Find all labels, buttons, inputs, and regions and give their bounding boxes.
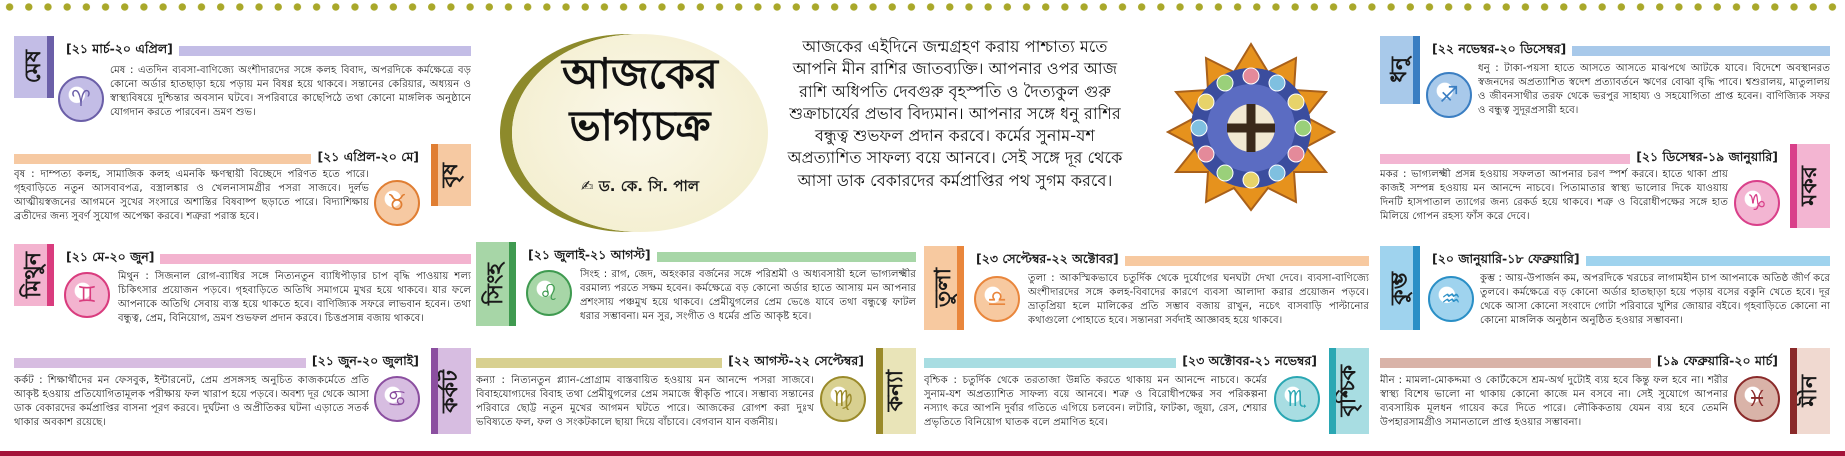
sign-text-gemini: মিথুন : সিজনাল রোগ-ব্যাধির সঙ্গে নিত্যনতুন ব্যাধিপীড়ার চাপ বৃদ্ধি পাওয়ায় শল্য চিকিৎসার প্রয়োজন পড়বে। গৃহবাড়িতে অতিথি সমাগমে মুখর হয়ে থাকবে। যার ফলে আপনাকে অতিথি সেবায় ব্যস্ত হয়ে থাকতে হবে। বাণিজ্যিক সফরে লাভবান হবেন। তথা বন্ধুত্ব, প্রেম, বিনিয়োগ, ভ্রমণ শুভফল প্রদান করবে। চিত্তপ্রসান্ন বজায় থাকবে।: [118, 271, 471, 324]
scorpion-icon: ♏: [1274, 376, 1320, 422]
sign-text-capricorn: মকর : ভাগ্যলক্ষ্মী প্রসন্ন হওয়ায় সফলতা আপনার চরণ স্পর্শ করবে। হাতে থাকা প্রায় কাজই সম্পন্ন হওয়ায় মন আনন্দে নাচবে। পিতামাতার স্বাস্থ্য ভালোর দিকে যাওয়ায় দিনটি হাসপাতাল ত্যাগের জন্য রেকর্ড হয়ে থাকবে। শত্রু ও বিরোধীপক্ষের সঙ্গে হাত মিলিয়ে গোপন রহস্য ফাঁস করে দেবে।: [1380, 169, 1728, 222]
scales-icon: ♎: [974, 276, 1020, 322]
maiden-icon: ♍: [820, 376, 866, 422]
sign-capricorn: [1380, 144, 1830, 240]
sign-scorpio: [924, 348, 1369, 444]
sign-dates-sagittarius: [২২ নভেম্বর-২০ ডিসেম্বর]: [1426, 44, 1830, 58]
sign-aries: [14, 36, 471, 132]
sign-dates-pisces: [১৯ ফেব্রুয়ারি-২০ মার্চ]: [1380, 356, 1784, 370]
sign-name-aries: মেষ: [14, 36, 54, 98]
sign-virgo: [476, 348, 916, 444]
sign-name-libra: তুলা: [924, 246, 964, 330]
sign-text-pisces: মীন : মামলা-মোকদ্দমা ও কোর্টকেসে শ্রম-অর্থ দুটোই ব্যয় হবে কিন্তু ফল হবে না। শরীর স্বাস্থ্য বিশেষ ভালো না থাকায় কোনো কাজে মন বসবে না। সেই সুযোগে আপনার ব্যবসায়িক মূলধন গায়েব করে দিতে পারে। লৌকিকতায় যেমন ব্যয় হবে তেমনি উপহারসামগ্রীও সমানতালে প্রাপ্ত হওয়ার সম্ভাবনা।: [1380, 375, 1728, 428]
sign-text-virgo: কন্যা : নিত্যনতুন প্ল্যান-প্রোগ্রাম বাস্তবায়িত হওয়ায় মন আনন্দে পসরা সাজবে। বিবাহযোগ্যদের বিবাহ তথা প্রেমীযুগলের প্রেম সমাজে স্বীকৃতি পাবে। সম্ভাব্য সন্তানের পরিবারে ছোট্ট নতুন মুখের আগমন ঘটতে পারে। আজকের রোগশ করা দুঃখ ভবিষ্যতে ফল, ফল ও সংকটকালে ছায়া দিয়ে বাঁচাবে। বেগবান যান বর্জনীয়।: [476, 375, 814, 428]
zodiac-wheel-icon: [1166, 42, 1336, 212]
pen-icon: ✍: [580, 177, 594, 195]
sign-dates-leo: [২১ জুলাই-২১ আগস্ট]: [522, 250, 916, 264]
sign-name-scorpio: বৃশ্চিক: [1329, 348, 1369, 434]
sign-name-cancer: কর্কট: [431, 348, 471, 434]
sign-dates-taurus: [২১ এপ্রিল-২০ মে]: [14, 152, 425, 166]
page-title: আজকের ভাগ্যচক্র: [562, 49, 718, 150]
sign-dates-aquarius: [২০ জানুয়ারি-১৮ ফেব্রুয়ারি]: [1426, 254, 1830, 268]
water-bearer-icon: ♒: [1428, 276, 1474, 322]
sign-dates-capricorn: [২১ ডিসেম্বর-১৯ জানুয়ারি]: [1380, 152, 1784, 166]
sign-text-scorpio: বৃশ্চিক : চতুর্দিক থেকে তরতাজা উন্নতি করতে থাকায় মন আনন্দে নাচবে। কর্মের সুনাম-যশ অপ্রত্যাশিত সাফল্য বয়ে আনবে। শত্রু ও বিরোধীপক্ষের সব পরিকল্পনা নস্যাৎ করে আপনি দুর্বার গতিতে এগিয়ে চলবেন। লটারি, ফাটকা, জুয়া, রেস, শেয়ার প্রভৃতিতে বিনিয়োগ ঘাতক বলে প্রমাণিত হবে।: [924, 375, 1267, 428]
ram-icon: ♈: [58, 76, 104, 122]
crab-icon: ♋: [374, 376, 420, 422]
sign-leo: [476, 242, 916, 338]
sign-taurus: [14, 144, 471, 244]
sign-gemini: [14, 244, 471, 340]
lion-icon: ♌: [526, 270, 572, 316]
sign-text-cancer: কর্কট : শিক্ষার্থীদের মন ফেসবুক, ইন্টারনেট, প্রেম প্রসঙ্গসহ অনুচিত কাজকর্মেতে প্রতি আকৃষ্ট হওয়ায় প্রতিযোগিতামূলক পরীক্ষায় ফল খারাপ হয়ে পড়বে। অবশ্য দূর থেকে আসা ডাক বেকারদের কর্মপ্রাপ্তির বাসনা পূরণ করবে। দুর্ঘটনা ও অপ্রীতিকর ঘটনা এড়াতে সতর্ক থাকার অবকাশ রয়েছে।: [14, 375, 369, 428]
intro-text: আজকের এইদিনে জন্মগ্রহণ করায় পাশ্চাত্য মতে আপনি মীন রাশির জাতব্যক্তি। আপনার ওপর আজ রাশি অধিপতি দেবগুরু বৃহস্পতি ও দৈত্যকুল গুরু শুক্রাচার্যের প্রভাব বিদ্যমান। আপনার সঙ্গে ধনু রাশির বন্ধুত্ব শুভফল প্রদান করবে। কর্মের সুনাম-যশ অপ্রত্যাশিত সাফল্য বয়ে আনবে। সেই সঙ্গে দূর থেকে আসা ডাক বেকারদের কর্মপ্রাপ্তির পথ সুগম করবে।: [787, 37, 1123, 190]
sign-aquarius: [1380, 246, 1830, 342]
sign-text-sagittarius: ধনু : টাকা-পয়সা হাতে আসতে আসতে মাঝপথে আটকে যাবে। বিদেশে অবস্থানরত স্বজনদের অপ্রত্যাশিত স্বদেশ প্রত্যাবর্তনে ঋণের বোঝা বৃদ্ধি পাবে। শ্বশুরালয়, মাতুলালয় ও জীবনসাথীর তরফ থেকে ভরপুর সাহায্য ও সহযোগিতা প্রাপ্ত হবেন। বাণিজ্যিক সফর ও বন্ধুত্ব সুদূরপ্রসারী হবে।: [1478, 63, 1830, 116]
sign-dates-aries: [২১ মার্চ-২০ এপ্রিল]: [60, 44, 471, 58]
sign-libra: [924, 246, 1369, 342]
sign-text-aquarius: কুম্ভ : আয়-উপার্জন কম, অপরদিকে খরচের লাগামহীন চাপ আপনাকে অতিষ্ঠ জীর্ণ করে তুলবে। কর্মক্ষেত্রে বড় কোনো অর্ডার হাতছাড়া হয়ে পড়ায় বসের বকুনি খেতে হবে। দূর থেকে আসা কোনো সংবাদে গোটা পরিবারে খুশির জোয়ার বইবে। গৃহবাড়িতে কোনো না কোনো মাঙ্গলিক অনুষ্ঠান অনুষ্ঠিত হওয়ার সম্ভাবনা।: [1480, 273, 1830, 326]
sign-text-libra: তুলা : আকস্মিকভাবে চতুর্দিক থেকে দুর্যোগের ঘনঘটা দেখা দেবে। ব্যবসা-বাণিজ্যে অংশীদারদের সঙ্গে কলহ-বিবাদের কারণে ব্যবসা আলাদা করার প্রয়োজন পড়বে। ভ্রাতৃপ্রিয়া হলে মালিকের প্রতি সম্ভাব বজায় রাখুন, নচেৎ বাসবাড়ি পাল্টানোর কথাগুলো পোহাতে হবে। সন্তানরা সর্বদাই আজ্ঞাবহ হয়ে থাকবে।: [1028, 273, 1369, 326]
sign-name-aquarius: কুম্ভ: [1380, 246, 1420, 330]
bull-icon: ♉: [374, 180, 420, 226]
sign-dates-gemini: [২১ মে-২০ জুন]: [60, 252, 471, 266]
author-line: ✍ ড. কে. সি. পাল: [580, 177, 700, 195]
sign-text-aries: মেষ : এতদিন ব্যবসা-বাণিজ্যে অংশীদারদের সঙ্গে কলহ বিবাদ, অপরদিকে কর্মক্ষেত্রে বড় কোনো অর্ডার হাতছাড়া হয়ে পড়ায় মন বিষণ্ণ হয়ে থাকবে। সন্তানের কেরিয়ার, অধ্যয়ন ও স্বাস্থ্যবিষয়ে দুশ্চিন্তার অবসান ঘটবে। সপরিবারে কাছেপিঠে তথা কোনো মাঙ্গলিক অনুষ্ঠানে যোগদান করতে পারবেন। ভ্রমণ শুভ।: [110, 65, 471, 118]
sign-name-capricorn: মকর: [1790, 144, 1830, 228]
bottom-rule: [0, 451, 1845, 456]
sign-dates-cancer: [২১ জুন-২০ জুলাই]: [14, 356, 425, 370]
sign-name-pisces: মীন: [1790, 348, 1830, 434]
sign-name-sagittarius: ধনু: [1380, 36, 1420, 104]
sign-name-gemini: মিথুন: [14, 244, 54, 306]
sign-dates-virgo: [২২ আগস্ট-২২ সেপ্টেম্বর]: [476, 356, 870, 370]
sign-dates-libra: [২৩ সেপ্টেম্বর-২২ অক্টোবর]: [970, 254, 1369, 268]
sign-pisces: [1380, 348, 1830, 444]
sign-text-leo: সিংহ : রাগ, জেদ, অহংকার বর্জনের সঙ্গে পরিশ্রমী ও অধ্যবসায়ী হলে ভাগ্যলক্ষ্মীর বরমাল্য পরতে সক্ষম হবেন। কর্মক্ষেত্রে বড় কোনো অর্ডার হাতে আসায় মন আপনার প্রশংসায় পঞ্চমুখ হয়ে থাকবে। প্রেমীযুগলের প্রেম ভেঙে যাবে তথা বন্ধুত্বে ফাটল ধরার সম্ভাবনা। মন সুর, সংগীত ও ধর্মের প্রতি আকৃষ্ট হবে।: [580, 269, 916, 322]
sign-sagittarius: [1380, 36, 1830, 136]
sign-cancer: [14, 348, 471, 444]
fish-icon: ♓: [1734, 376, 1780, 422]
sign-name-taurus: বৃষ: [431, 144, 471, 206]
goat-icon: ♑: [1734, 180, 1780, 226]
twins-icon: ♊: [64, 272, 110, 318]
archer-icon: ♐: [1426, 72, 1472, 118]
sign-dates-scorpio: [২৩ অক্টোবর-২১ নভেম্বর]: [924, 356, 1323, 370]
sign-name-virgo: কন্যা: [876, 348, 916, 434]
dotted-top-border: [0, 0, 1845, 14]
sign-text-taurus: বৃষ : দাম্পত্য কলহ, সামাজিক কলহ এমনকি ক্ষণস্থায়ী বিচ্ছেদে পরিণত হতে পারে। গৃহবাড়িতে নতুন আসবাবপত্র, বস্ত্রালঙ্কার ও খেলনাসামগ্রীর পসরা সাজবে। দুর্লভ আত্মীয়স্বজনের আগমনে সুখের সংসারে অশান্তির বিষবাষ্প ছড়াতে পারে। বিদ্যাশিক্ষায় ব্রতীদের জন্য সুবর্ণ সুযোগ অপেক্ষা করবে। শত্রুরা পরাস্ত হবে।: [14, 169, 369, 222]
sign-name-leo: সিংহ: [476, 242, 516, 326]
